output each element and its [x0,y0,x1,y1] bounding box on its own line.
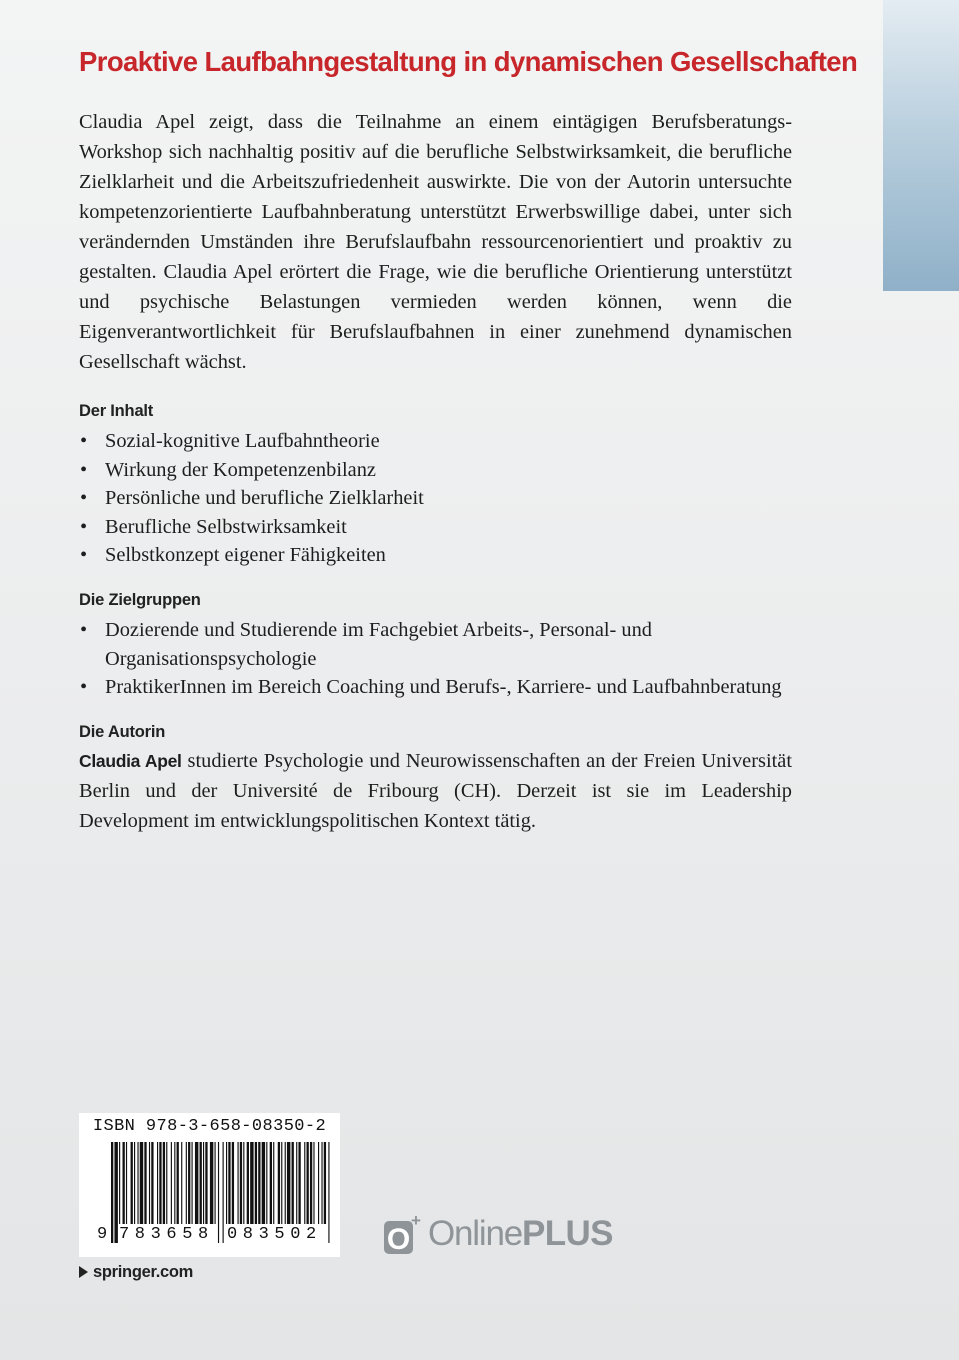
barcode-stripe [324,1142,326,1224]
barcode-stripe [238,1142,239,1224]
barcode-stripe [298,1142,300,1224]
barcode-stripe [304,1142,305,1224]
barcode-stripe [287,1142,290,1224]
section-heading-autorin: Die Autorin [79,722,166,741]
author-bio-text: studierte Psychologie und Neurowissenschaften an der Freien Universität Berlin und der Université de Fribourg (CH). Derzeit ist sie im Leadership Development im entwicklungspolitischen Kontext tätig. [79,749,792,832]
bullet-icon: • [80,676,88,699]
barcode-digit-first: 9 [97,1225,108,1244]
barcode-stripe [126,1142,127,1224]
barcode-stripe [270,1142,272,1224]
barcode-stripe [278,1142,280,1224]
bullet-icon: • [80,515,88,538]
barcode-stripe [285,1142,286,1224]
barcode-stripe [195,1142,198,1224]
list-item: • Berufliche Selbstwirksamkeit [79,513,792,542]
barcode-stripe [226,1142,227,1224]
barcode-stripe [218,1142,219,1243]
barcode-stripe [137,1142,138,1224]
barcode-stripe [177,1142,179,1224]
barcode-stripe [273,1142,274,1224]
bullet-icon: • [80,430,88,452]
bullet-icon: • [80,487,88,510]
list-item: • Persönliche und berufliche Zielklarheit [79,484,792,513]
barcode-stripe [296,1142,297,1224]
svg-text:O: O [386,1223,411,1256]
barcode-stripe [188,1142,190,1224]
list-item: • PraktikerInnen im Bereich Coaching und Berufs-, Karriere- und Laufbahnberatung [79,673,792,702]
barcode-stripe [119,1142,120,1224]
isbn-label: ISBN 978-3-658-08350-2 [92,1117,327,1136]
barcode-stripe [210,1142,213,1224]
contents-list [79,427,792,570]
barcode-stripe [307,1142,309,1224]
barcode-stripe [186,1142,187,1224]
book-title: Proaktive Laufbahngestaltung in dynamischen Gesellschaften [79,46,858,77]
online-plus-wordmark: OnlinePLUS [428,1214,613,1253]
barcode-stripe [144,1142,146,1224]
barcode-stripe [243,1142,244,1224]
barcode-digits-left: 783658 [119,1225,214,1244]
barcode-stripe [131,1142,133,1224]
barcode-stripe [200,1142,202,1224]
barcode-stripe [166,1142,167,1224]
barcode-stripe [205,1142,207,1224]
barcode-stripe [123,1142,125,1224]
barcode-stripe [240,1142,242,1224]
barcode-stripe [163,1142,165,1224]
list-item: • Wirkung der Kompetenzenbilanz [79,456,792,485]
barcode-stripe [157,1142,158,1224]
barcode-stripe [247,1142,249,1224]
barcode-digits-right: 083502 [227,1225,322,1244]
barcode-stripe [310,1142,312,1224]
online-plus-logo [383,1211,613,1257]
barcode-stripe [318,1142,319,1224]
isbn-barcode [79,1113,340,1257]
bullet-icon: • [80,458,88,481]
barcode-stripe [255,1142,257,1224]
barcode-stripe [134,1142,135,1224]
barcode-stripe [228,1142,230,1224]
bullet-icon: • [80,544,88,567]
list-item: • Selbstkonzept eigener Fähigkeiten [79,541,792,570]
author-bio [79,746,792,836]
author-name: Claudia Apel [79,750,182,771]
barcode-stripe [159,1142,161,1224]
list-item: • Sozial-kognitive Laufbahntheorie [79,427,792,456]
barcode-stripe [281,1142,282,1224]
section-heading-inhalt: Der Inhalt [79,402,154,420]
barcode-stripe [111,1142,113,1243]
online-plus-o-icon [383,1212,423,1256]
barcode-stripe [174,1142,175,1224]
barcode-stripe [223,1142,224,1243]
svg-text:+: + [411,1212,421,1230]
barcode-stripe [203,1142,204,1224]
barcode-stripe [171,1142,172,1224]
barcode-stripe [149,1142,150,1224]
bullet-icon: • [80,618,88,641]
intro-paragraph: Claudia Apel zeigt, dass die Teilnahme an einem eintägigen Berufsberatungs-Workshop sich nachhaltig positiv auf die berufliche Selbstwirksamkeit, die berufliche Zielklarheit und die Arbeitszufriedenheit auswirkte. Die von der Autorin untersuchte kompetenzorientierte Laufbahnberatung unterstützt Erwerbswillige dabei, unter sich verändernden Umständen ihre Berufslaufbahn ressourcenorientiert und proaktiv zu gestalten. Claudia Apel erörtert die Frage, wie die berufliche Orientierung unterstützt und psychische Belastungen vermieden werden können, wenn die Eigenverantwortlichkeit für Berufslaufbahnen in einer zunehmend dynamischen Gesellschaft wächst. [79,111,792,373]
springer-link[interactable]: springer.com [79,1260,193,1284]
barcode-stripe [262,1142,265,1224]
barcode-stripe [192,1142,193,1224]
barcode-stripe [313,1142,314,1224]
side-color-tab [883,0,959,291]
section-heading-zielgruppen: Die Zielgruppen [79,590,201,609]
barcode-stripe [328,1142,329,1243]
back-cover-text [79,44,858,836]
barcode-stripe [232,1142,234,1224]
barcode-stripe [140,1142,143,1224]
barcode-stripe [292,1142,294,1224]
barcode-stripe [181,1142,182,1224]
barcode-stripe [151,1142,153,1224]
target-groups-list [79,616,792,702]
arrow-right-icon [79,1266,88,1278]
barcode-stripe [321,1142,322,1224]
barcode-stripe [114,1142,117,1243]
barcode-stripe [250,1142,253,1224]
barcode-stripe [258,1142,260,1224]
list-item: • Dozierende und Studierende im Fachgebiet Arbeits-, Personal- und Organisationspsychologie [79,616,792,673]
barcode-stripe [266,1142,267,1224]
barcode-stripe [215,1142,216,1224]
